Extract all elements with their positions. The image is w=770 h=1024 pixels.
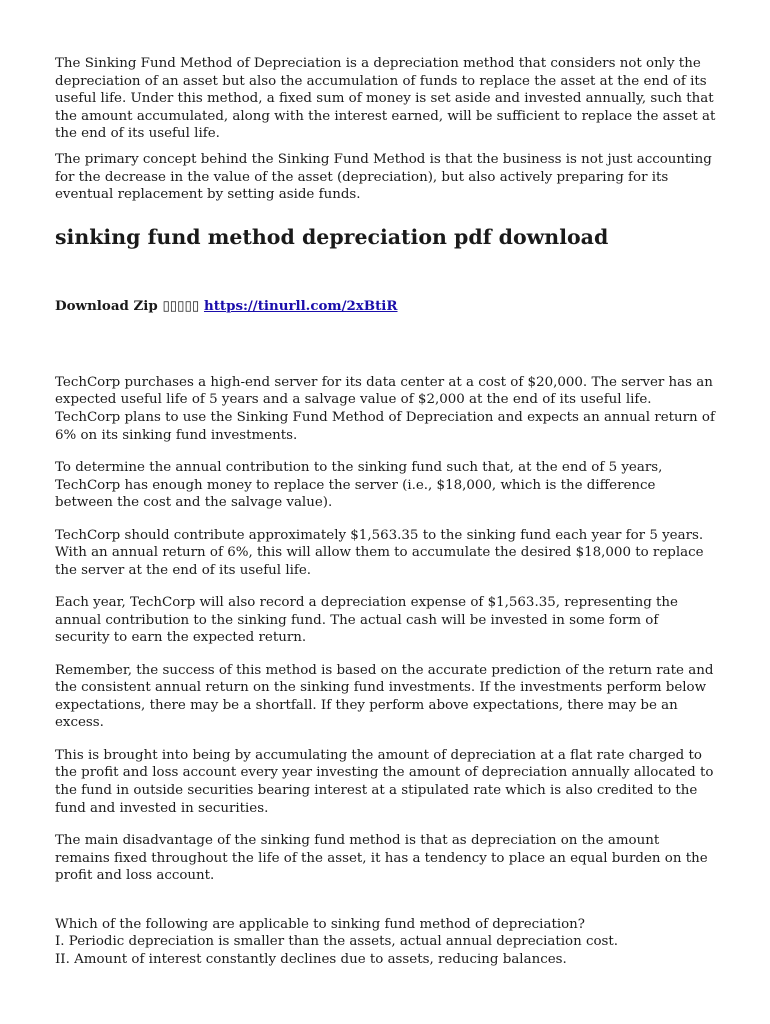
body-paragraph-5: Remember, the success of this method is based on the accurate prediction of the return rate and the consistent annual return on the sinking fund investments. If the investments perform below expectations, there may be a shortfall. If they perform above expectations, there may be an excess. — [55, 662, 714, 731]
intro-paragraph-2: The primary concept behind the Sinking Fund Method is that the business is not just accounting for the decrease in the value of the asset (depreciation), but also actively preparing for its eventual replacement by setting aside funds. — [55, 151, 712, 203]
body-paragraph-4: Each year, TechCorp will also record a depreciation expense of $1,563.35, representing the annual contribution to the sinking fund. The actual cash will be invested in some form of security to earn the expected return. — [55, 595, 678, 646]
section-heading: sinking fund method depreciation pdf download — [55, 224, 609, 249]
download-glyphs: ▯▯▯▯▯ — [162, 298, 200, 314]
question-text: Which of the following are applicable to sinking fund method of depreciation? — [55, 916, 585, 932]
body-paragraph-6: This is brought into being by accumulating the amount of depreciation at a flat rate charged to the profit and loss account every year investing the amount of depreciation annually allocated to the fund in outside securities bearing interest at a stipulated rate which is also credited to the fund and invested in securities. — [55, 747, 714, 816]
intro-paragraph-1: The Sinking Fund Method of Depreciation is a depreciation method that considers not only the depreciation of an asset but also the accumulation of funds to replace the asset at the end of its useful life. Under this method, a fixed sum of money is set aside and invested annually, such that the amount accumulated, along with the interest earned, will be sufficient to replace the asset at the end of its useful life. — [55, 56, 716, 142]
download-label: Download Zip — [55, 297, 158, 314]
article-body — [55, 374, 717, 885]
body-paragraph-7: The main disadvantage of the sinking fund method is that as depreciation on the amount remains fixed throughout the life of the asset, it has a tendency to place an equal burden on the profit and loss account. — [55, 833, 708, 884]
document-page — [55, 55, 717, 969]
body-paragraph-2: To determine the annual contribution to the sinking fund such that, at the end of 5 years, TechCorp has enough money to replace the server (i.e., $18,000, which is the difference between the cost and the salvage value). — [55, 459, 663, 511]
download-line — [55, 298, 717, 315]
question-option-1: I. Periodic depreciation is smaller than the assets, actual annual depreciation cost. — [55, 934, 619, 950]
body-paragraph-1: TechCorp purchases a high-end server for its data center at a cost of $20,000. The server has an expected useful life of 5 years and a salvage value of $2,000 at the end of its useful life. TechCorp plans to use the Sinking Fund Method of Depreciation and expects an annual return of 6% on its sinking fund investments. — [55, 374, 715, 443]
question-block — [55, 916, 717, 969]
body-paragraph-3: TechCorp should contribute approximately $1,563.35 to the sinking fund each year for 5 years. With an annual return of 6%, this will allow them to accumulate the desired $18,000 to replace the server at the end of its useful life. — [55, 527, 704, 578]
question-option-2: II. Amount of interest constantly declines due to assets, reducing balances. — [55, 951, 567, 967]
download-link[interactable]: https://tinurll.com/2xBtiR — [203, 297, 398, 314]
